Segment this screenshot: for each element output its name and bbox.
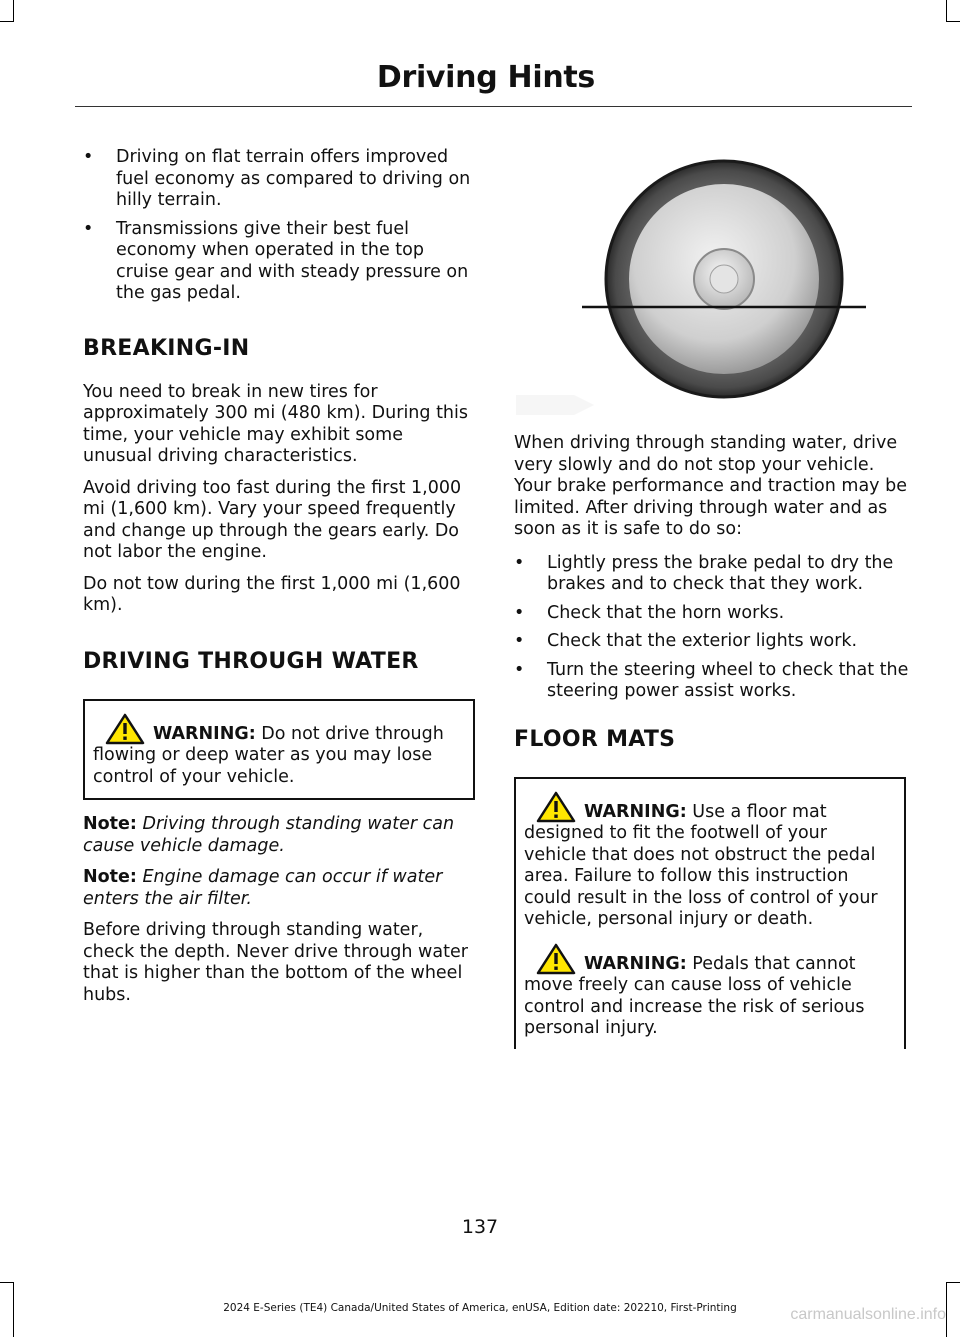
crop-mark (946, 21, 960, 22)
warning-label: WARNING: (584, 953, 687, 974)
bullet-text: Check that the horn works. (547, 602, 785, 623)
bullet: • (514, 631, 525, 651)
breaking-in-paragraph: You need to break in new tires for approximately 300 mi (480 km). During this time, your vehicle may exhibit some unusual driving characteristics. (83, 381, 468, 466)
warning-body: Pedals that cannot move freely can cause loss of vehicle control and increase the risk of serious personal injury. (524, 953, 865, 1038)
crop-mark (946, 0, 947, 22)
after-water-checklist (514, 553, 912, 703)
bullet: • (514, 602, 525, 623)
list-item (514, 553, 912, 596)
page-number: 137 (461, 1216, 499, 1238)
list-item (514, 660, 912, 703)
watermark: carmanualsonline.info (790, 1306, 946, 1323)
left-column (83, 147, 475, 1016)
water-depth-paragraph: Before driving through standing water, check the depth. Never drive through water that is higher than the bottom of the wheel hubs. (83, 920, 468, 1005)
bullet-text: Transmissions give their best fuel economy when operated in the top cruise gear and with steady pressure on the gas pedal. (116, 218, 469, 303)
warning-triangle-icon (536, 791, 576, 823)
bullet: • (514, 552, 525, 573)
header-divider (75, 106, 912, 107)
water-heading: DRIVING THROUGH WATER (83, 648, 419, 674)
wheel-water-level-illustration-icon (514, 147, 904, 417)
water-instructions-paragraph: When driving through standing water, drive very slowly and do not stop your vehicle. Your brake performance and traction may be limited. After driving through water and as soon as it is safe to do so: (514, 433, 907, 539)
crop-mark (0, 1282, 14, 1283)
bullet-text: Driving on flat terrain offers improved fuel economy as compared to driving on hilly terrain. (116, 147, 471, 210)
wheel-water-level-figure (514, 147, 904, 417)
warning-body: Do not drive through flowing or deep water as you may lose control of your vehicle. (93, 723, 444, 787)
bullet: • (83, 147, 94, 167)
note (83, 867, 475, 910)
warning-box (514, 777, 906, 1049)
warning-triangle-icon (105, 713, 145, 745)
list-item (514, 603, 912, 625)
bullet-text: Check that the exterior lights work. (547, 631, 858, 651)
warning-triangle-icon (536, 943, 576, 975)
crop-mark (13, 0, 14, 22)
floor-mats-heading: FLOOR MATS (514, 726, 676, 752)
crop-mark (946, 1282, 960, 1283)
breaking-in-heading: BREAKING-IN (83, 335, 250, 361)
right-column (514, 147, 912, 1049)
warning-text (93, 713, 463, 789)
breaking-in-paragraph: Do not tow during the first 1,000 mi (1,600 km). (83, 573, 461, 615)
warning-label: WARNING: (153, 723, 256, 744)
warning-body: Use a floor mat designed to fit the footwell of your vehicle that does not obstruct the pedal area. Failure to follow this instruction could result in the loss of control of your vehicle, personal injury or death. (524, 801, 878, 929)
bullet-text: Lightly press the brake pedal to dry the brakes and to check that they work. (547, 552, 894, 594)
note (83, 814, 475, 857)
note-label: Note: (83, 814, 137, 834)
edition-footer: 2024 E-Series (TE4) Canada/United States of America, enUSA, Edition date: 202210, First-Printing (223, 1302, 737, 1314)
bullet-text: Turn the steering wheel to check that the steering power assist works. (547, 659, 909, 701)
list-item (83, 219, 475, 305)
crop-mark (0, 21, 14, 22)
breaking-in-paragraph: Avoid driving too fast during the first 1,000 mi (1,600 km). Vary your speed frequently and change up through the gears early. Do not labor the engine. (83, 477, 462, 562)
warning-box (83, 699, 475, 801)
page-title: Driving Hints (376, 60, 595, 95)
bullet: • (514, 659, 525, 680)
note-label: Note: (83, 867, 137, 887)
note-text: Driving through standing water can cause vehicle damage. (83, 814, 455, 856)
list-item (83, 147, 475, 212)
note-text: Engine damage can occur if water enters the air filter. (83, 867, 443, 909)
intro-bullet-list (83, 147, 475, 305)
bullet: • (83, 218, 94, 239)
warning-label: WARNING: (584, 801, 687, 822)
warning-text (524, 943, 894, 1040)
warning-text (524, 791, 894, 931)
list-item (514, 631, 912, 653)
